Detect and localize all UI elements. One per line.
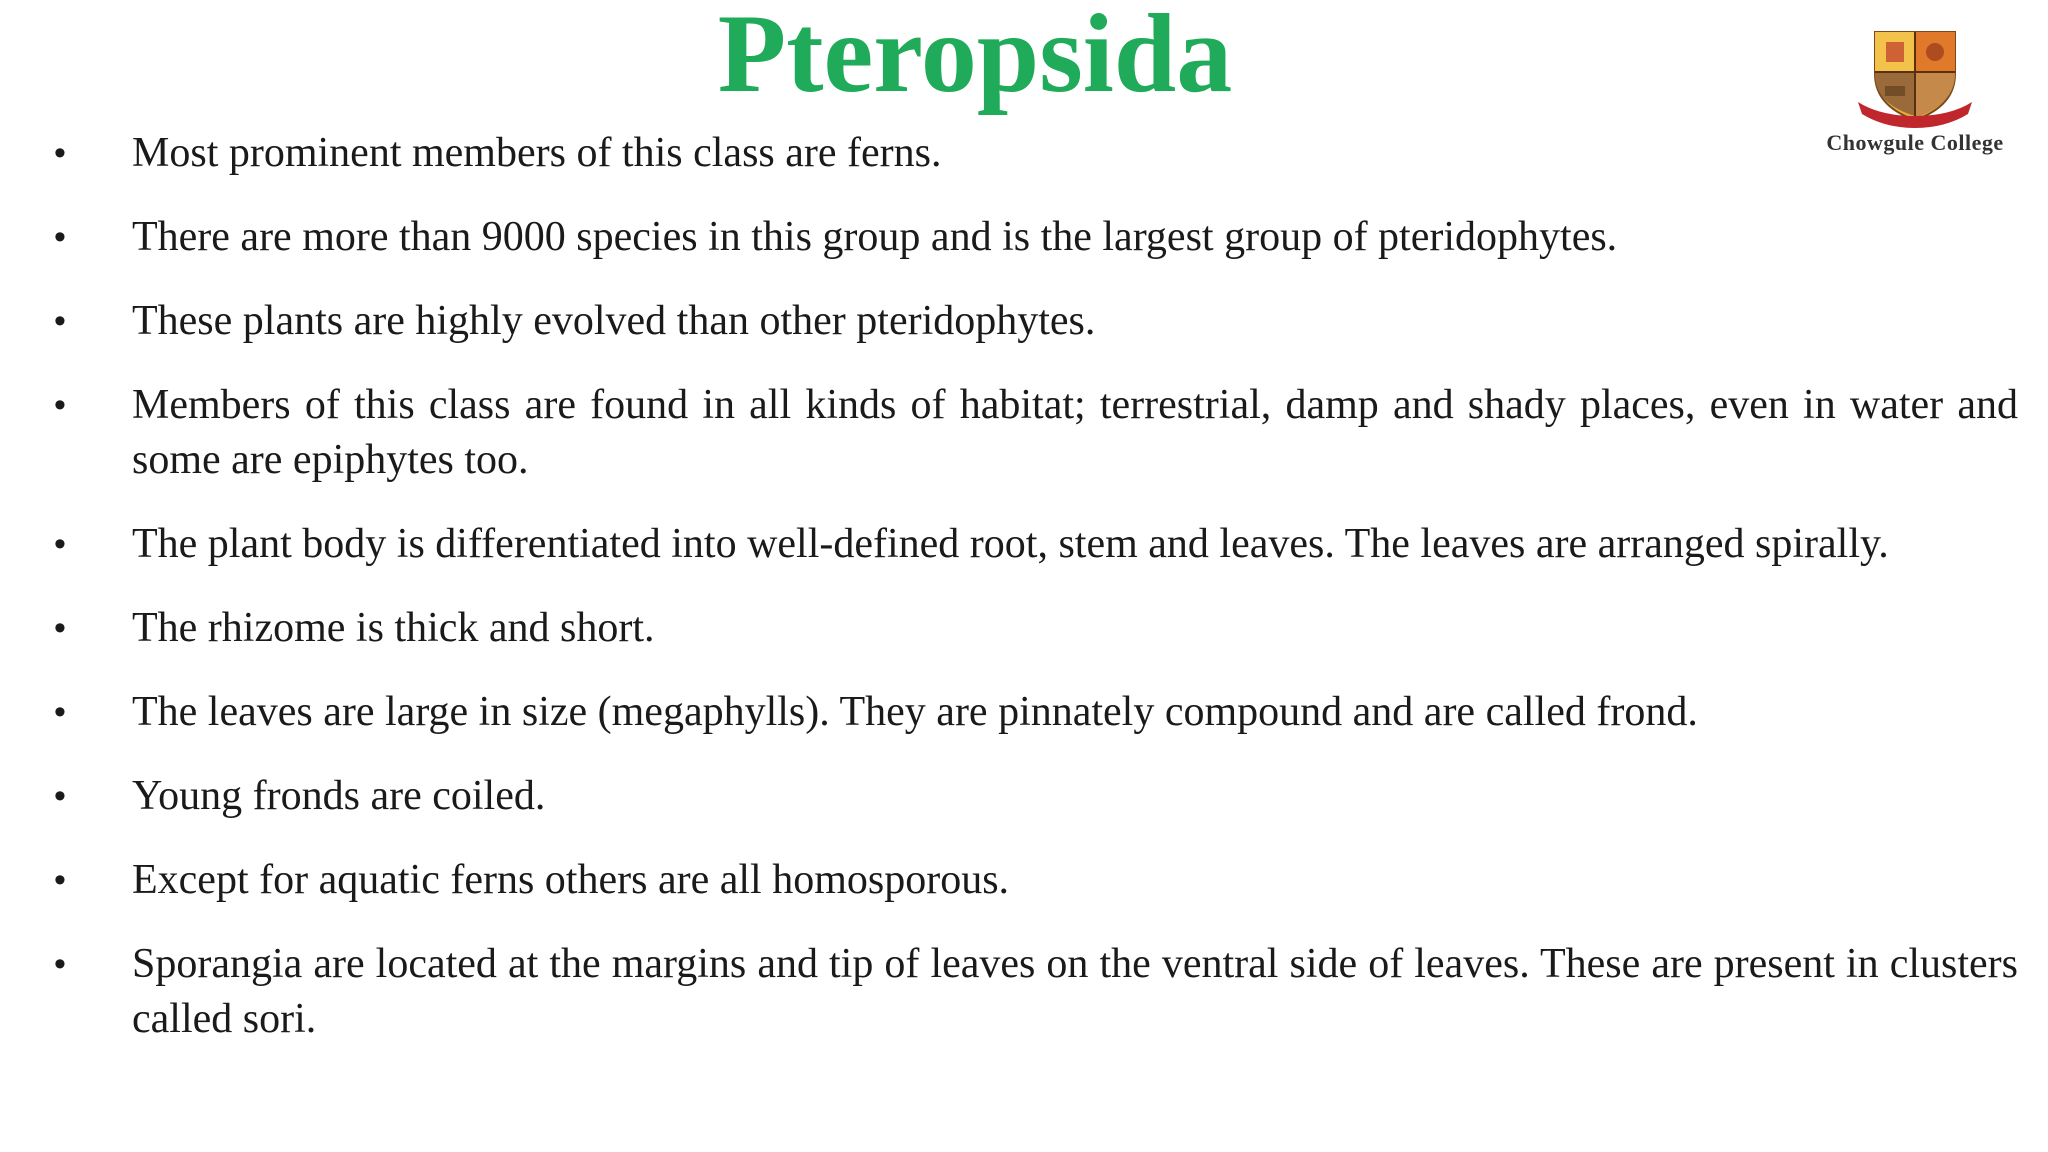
college-crest-icon <box>1850 24 1980 129</box>
bullet-icon: • <box>54 302 66 340</box>
list-item-text: The rhizome is thick and short. <box>132 605 655 651</box>
logo-label: Chowgule College <box>1826 130 2004 155</box>
list-item <box>54 126 2018 181</box>
bullet-icon: • <box>54 861 66 899</box>
list-item-text: Sporangia are located at the margins and tip of leaves on the ventral side of leaves. These are present in clusters called sori. <box>132 941 2018 1042</box>
bullet-icon: • <box>54 218 66 256</box>
list-item <box>54 378 2018 488</box>
list-item-text: The leaves are large in size (megaphylls). They are pinnately compound and are called frond. <box>132 689 1698 735</box>
list-item-text: Young fronds are coiled. <box>132 773 546 819</box>
list-item-text: Members of this class are found in all kinds of habitat; terrestrial, damp and shady places, even in water and some are epiphytes too. <box>132 382 2018 483</box>
bullet-icon: • <box>54 945 66 983</box>
bullet-icon: • <box>54 693 66 731</box>
list-item <box>54 601 2018 656</box>
bullet-icon: • <box>54 777 66 815</box>
list-item <box>54 685 2018 740</box>
list-item <box>54 853 2018 908</box>
bullet-icon: • <box>54 134 66 172</box>
list-item <box>54 769 2018 824</box>
list-item <box>54 937 2018 1047</box>
list-item-text: These plants are highly evolved than other pteridophytes. <box>132 298 1096 344</box>
list-item <box>54 210 2018 265</box>
bullet-list <box>54 126 2018 1076</box>
bullet-icon: • <box>54 386 66 424</box>
list-item <box>54 294 2018 349</box>
list-item-text: The plant body is differentiated into well-defined root, stem and leaves. The leaves are arranged spirally. <box>132 521 1889 567</box>
bullet-icon: • <box>54 525 66 563</box>
slide-title: Pteropsida <box>717 0 1233 116</box>
list-item-text: There are more than 9000 species in this group and is the largest group of pteridophytes. <box>132 214 1618 260</box>
list-item-text: Except for aquatic ferns others are all homosporous. <box>132 857 1010 903</box>
list-item <box>54 517 2018 572</box>
list-item-text: Most prominent members of this class are ferns. <box>132 130 942 176</box>
bullet-icon: • <box>54 609 66 647</box>
